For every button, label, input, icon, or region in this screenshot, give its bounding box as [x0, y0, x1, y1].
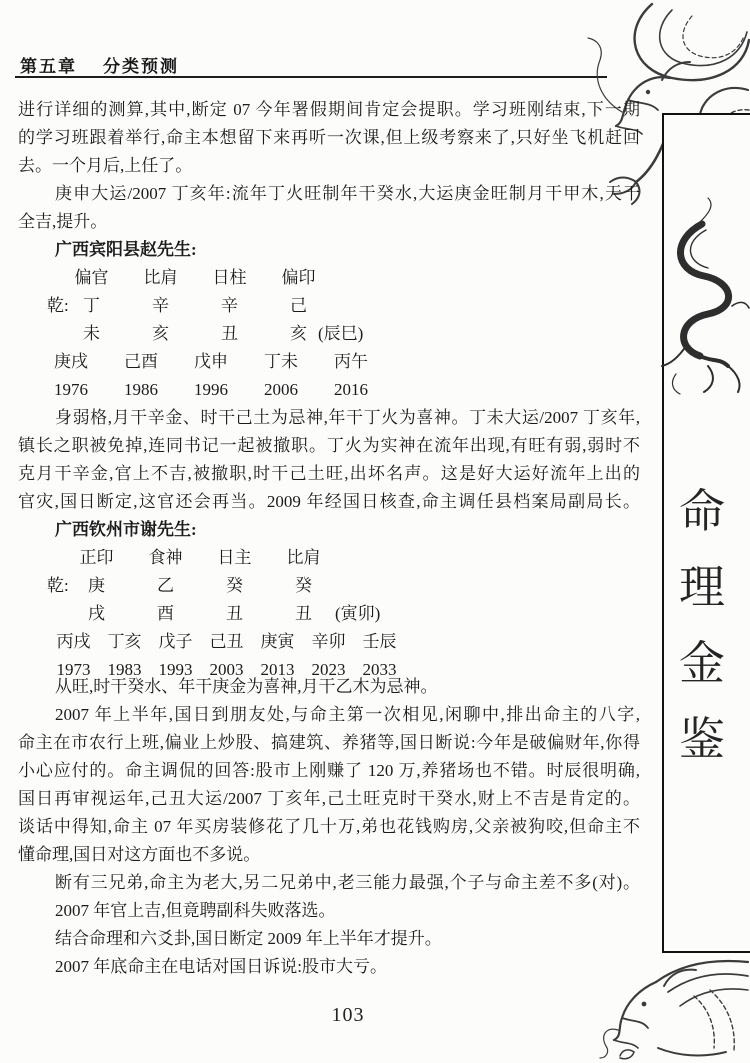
luck-pillar: 辛卯: [311, 632, 346, 651]
luck-year: 1976: [54, 380, 88, 399]
body-line: 谈话中得知,命主 07 年买房装修花了几十万,弟也花钱购房,父亲被狗咬,但命主不: [18, 817, 640, 836]
body-line: 命主在市农行上班,偏业上炒股、搞建筑、养猪等,国日断说:今年是破偏财年,你得: [18, 733, 640, 752]
luck-pillar: 庚戌: [54, 352, 88, 371]
body-line: 断有三兄弟,命主为老大,另二兄弟中,老三能力最强,个子与命主差不多(对)。: [55, 873, 640, 892]
gender-prefix: 乾:: [47, 296, 69, 315]
branch-note: (寅卯): [335, 604, 381, 623]
god-label: 正印: [79, 548, 114, 567]
stem: 己: [290, 296, 307, 315]
branch: 丑: [226, 604, 243, 623]
body-line: 2007 年上半年,国日到朋友处,与命主第一次相见,闲聊中,排出命主的八字,: [55, 705, 640, 724]
stem: 乙: [157, 576, 174, 595]
chart-row-luck-pillars: [18, 628, 640, 656]
god-label: 食神: [148, 548, 183, 567]
stem: 癸: [295, 576, 312, 595]
luck-year: 1993: [158, 660, 193, 679]
god-label: 日主: [217, 548, 252, 567]
page-header: [20, 52, 179, 77]
book-title-vertical: [672, 487, 732, 765]
book-title-char: 命: [679, 486, 725, 537]
body-line: 镇长之职被免掉,连同书记一起被撤职。丁火为实神在流年出现,有旺有弱,弱时不: [18, 436, 640, 455]
body-line: 国日再审视运年,己丑大运/2007 丁亥年,己土旺克时干癸水,财上不吉是肯定的。: [18, 789, 640, 808]
luck-year: 2006: [264, 380, 298, 399]
luck-year: 2003: [209, 660, 244, 679]
chart-row-stems: [18, 292, 640, 320]
book-title-char: 鉴: [679, 714, 725, 765]
bazi-chart-2: [18, 544, 640, 684]
stem: 辛: [221, 296, 238, 315]
branch: 戌: [88, 604, 105, 623]
luck-year: 1973: [56, 660, 91, 679]
luck-year: 1996: [194, 380, 228, 399]
luck-pillar: 壬辰: [362, 632, 397, 651]
luck-year: 2016: [334, 380, 368, 399]
stem: 辛: [152, 296, 169, 315]
chart-row-gods: [18, 544, 640, 572]
branch: 未: [83, 324, 100, 343]
body-line: 庚申大运/2007 丁亥年:流年丁火旺制年干癸水,大运庚金旺制月干甲木,天干: [55, 184, 640, 203]
header-rule: [15, 76, 607, 78]
luck-pillar: 庚寅: [260, 632, 295, 651]
branch-note: (辰巳): [318, 324, 364, 343]
luck-pillar: 丙午: [334, 352, 368, 371]
luck-pillar: 己丑: [209, 632, 244, 651]
body-line: 身弱格,月干辛金、时干己土为忌神,年干丁火为喜神。丁未大运/2007 丁亥年,: [55, 408, 640, 427]
page-number: 103: [331, 1004, 365, 1026]
chart-row-luck-pillars: [18, 348, 640, 376]
chart-row-years: [18, 656, 640, 684]
body-line: 官灾,国日断定,这官还会再当。2009 年经国日核查,命主调任县档案局副局长。: [18, 492, 640, 511]
luck-pillar: 丁未: [264, 352, 298, 371]
stem: 丁: [83, 296, 100, 315]
book-title-char: 金: [679, 638, 725, 689]
section-label: 分类预测: [103, 57, 179, 76]
chapter-label: 第五章: [20, 57, 77, 76]
chart-row-years: [18, 376, 640, 404]
god-label: 比肩: [286, 548, 321, 567]
bazi-chart-1: [18, 264, 640, 404]
luck-pillar: 戊子: [158, 632, 193, 651]
dragon-illustration-sidebar: [656, 196, 750, 396]
luck-year: 1986: [124, 380, 158, 399]
luck-pillar: 丁亥: [107, 632, 142, 651]
god-label: 偏官: [74, 268, 109, 287]
luck-pillar: 戊申: [194, 352, 228, 371]
luck-year: 2023: [311, 660, 346, 679]
dragon-illustration-bottom: [598, 956, 750, 1063]
stem: 庚: [88, 576, 105, 595]
god-label: 比肩: [143, 268, 178, 287]
body-line: 的学习班跟着举行,命主本想留下来再听一次课,但上级考察来了,只好坐飞机赶回: [18, 128, 640, 147]
case-heading-2: 广西钦州市谢先生:: [55, 520, 197, 539]
god-label: 偏印: [281, 268, 316, 287]
luck-year: 1983: [107, 660, 142, 679]
branch: 亥: [152, 324, 169, 343]
chart-row-branches: [18, 600, 640, 628]
body-text: [18, 96, 640, 981]
luck-pillar: 己酉: [124, 352, 158, 371]
branch: 酉: [157, 604, 174, 623]
body-line: 小心应付的。命主调侃的回答:股市上刚赚了 120 万,养猪场也不错。时辰很明确,: [18, 761, 640, 780]
body-line: 全吉,提升。: [18, 212, 108, 231]
body-line: 2007 年底命主在电话对国日诉说:股市大亏。: [55, 957, 387, 976]
body-line: 懂命理,国日对这方面也不多说。: [18, 845, 261, 864]
body-line: 去。一个月后,上任了。: [18, 156, 193, 175]
god-label: 日柱: [212, 268, 247, 287]
luck-year: 2013: [260, 660, 295, 679]
branch: 亥: [290, 324, 307, 343]
case-heading-1: 广西宾阳县赵先生:: [55, 240, 197, 259]
branch: 丑: [221, 324, 238, 343]
book-title-char: 理: [679, 562, 725, 613]
chart-row-stems: [18, 572, 640, 600]
luck-year: 2033: [362, 660, 397, 679]
body-line: 进行详细的测算,其中,断定 07 今年署假期间肯定会提职。学习班刚结束,下一期: [18, 100, 640, 119]
chart-row-branches: [18, 320, 640, 348]
luck-pillar: 丙戌: [56, 632, 91, 651]
branch: 丑: [295, 604, 312, 623]
gender-prefix: 乾:: [47, 576, 69, 595]
body-line: 克月干辛金,官上不吉,被撤职,时干己土旺,出坏名声。这是好大运好流年上出的: [18, 464, 640, 483]
body-line: 结合命理和六爻卦,国日断定 2009 年上半年才提升。: [55, 929, 442, 948]
body-line: 2007 年官上吉,但竟聘副科失败落选。: [55, 901, 336, 920]
body-line: 从旺,时干癸水、年干庚金为喜神,月干乙木为忌神。: [55, 677, 438, 696]
chart-row-gods: [18, 264, 640, 292]
stem: 癸: [226, 576, 243, 595]
